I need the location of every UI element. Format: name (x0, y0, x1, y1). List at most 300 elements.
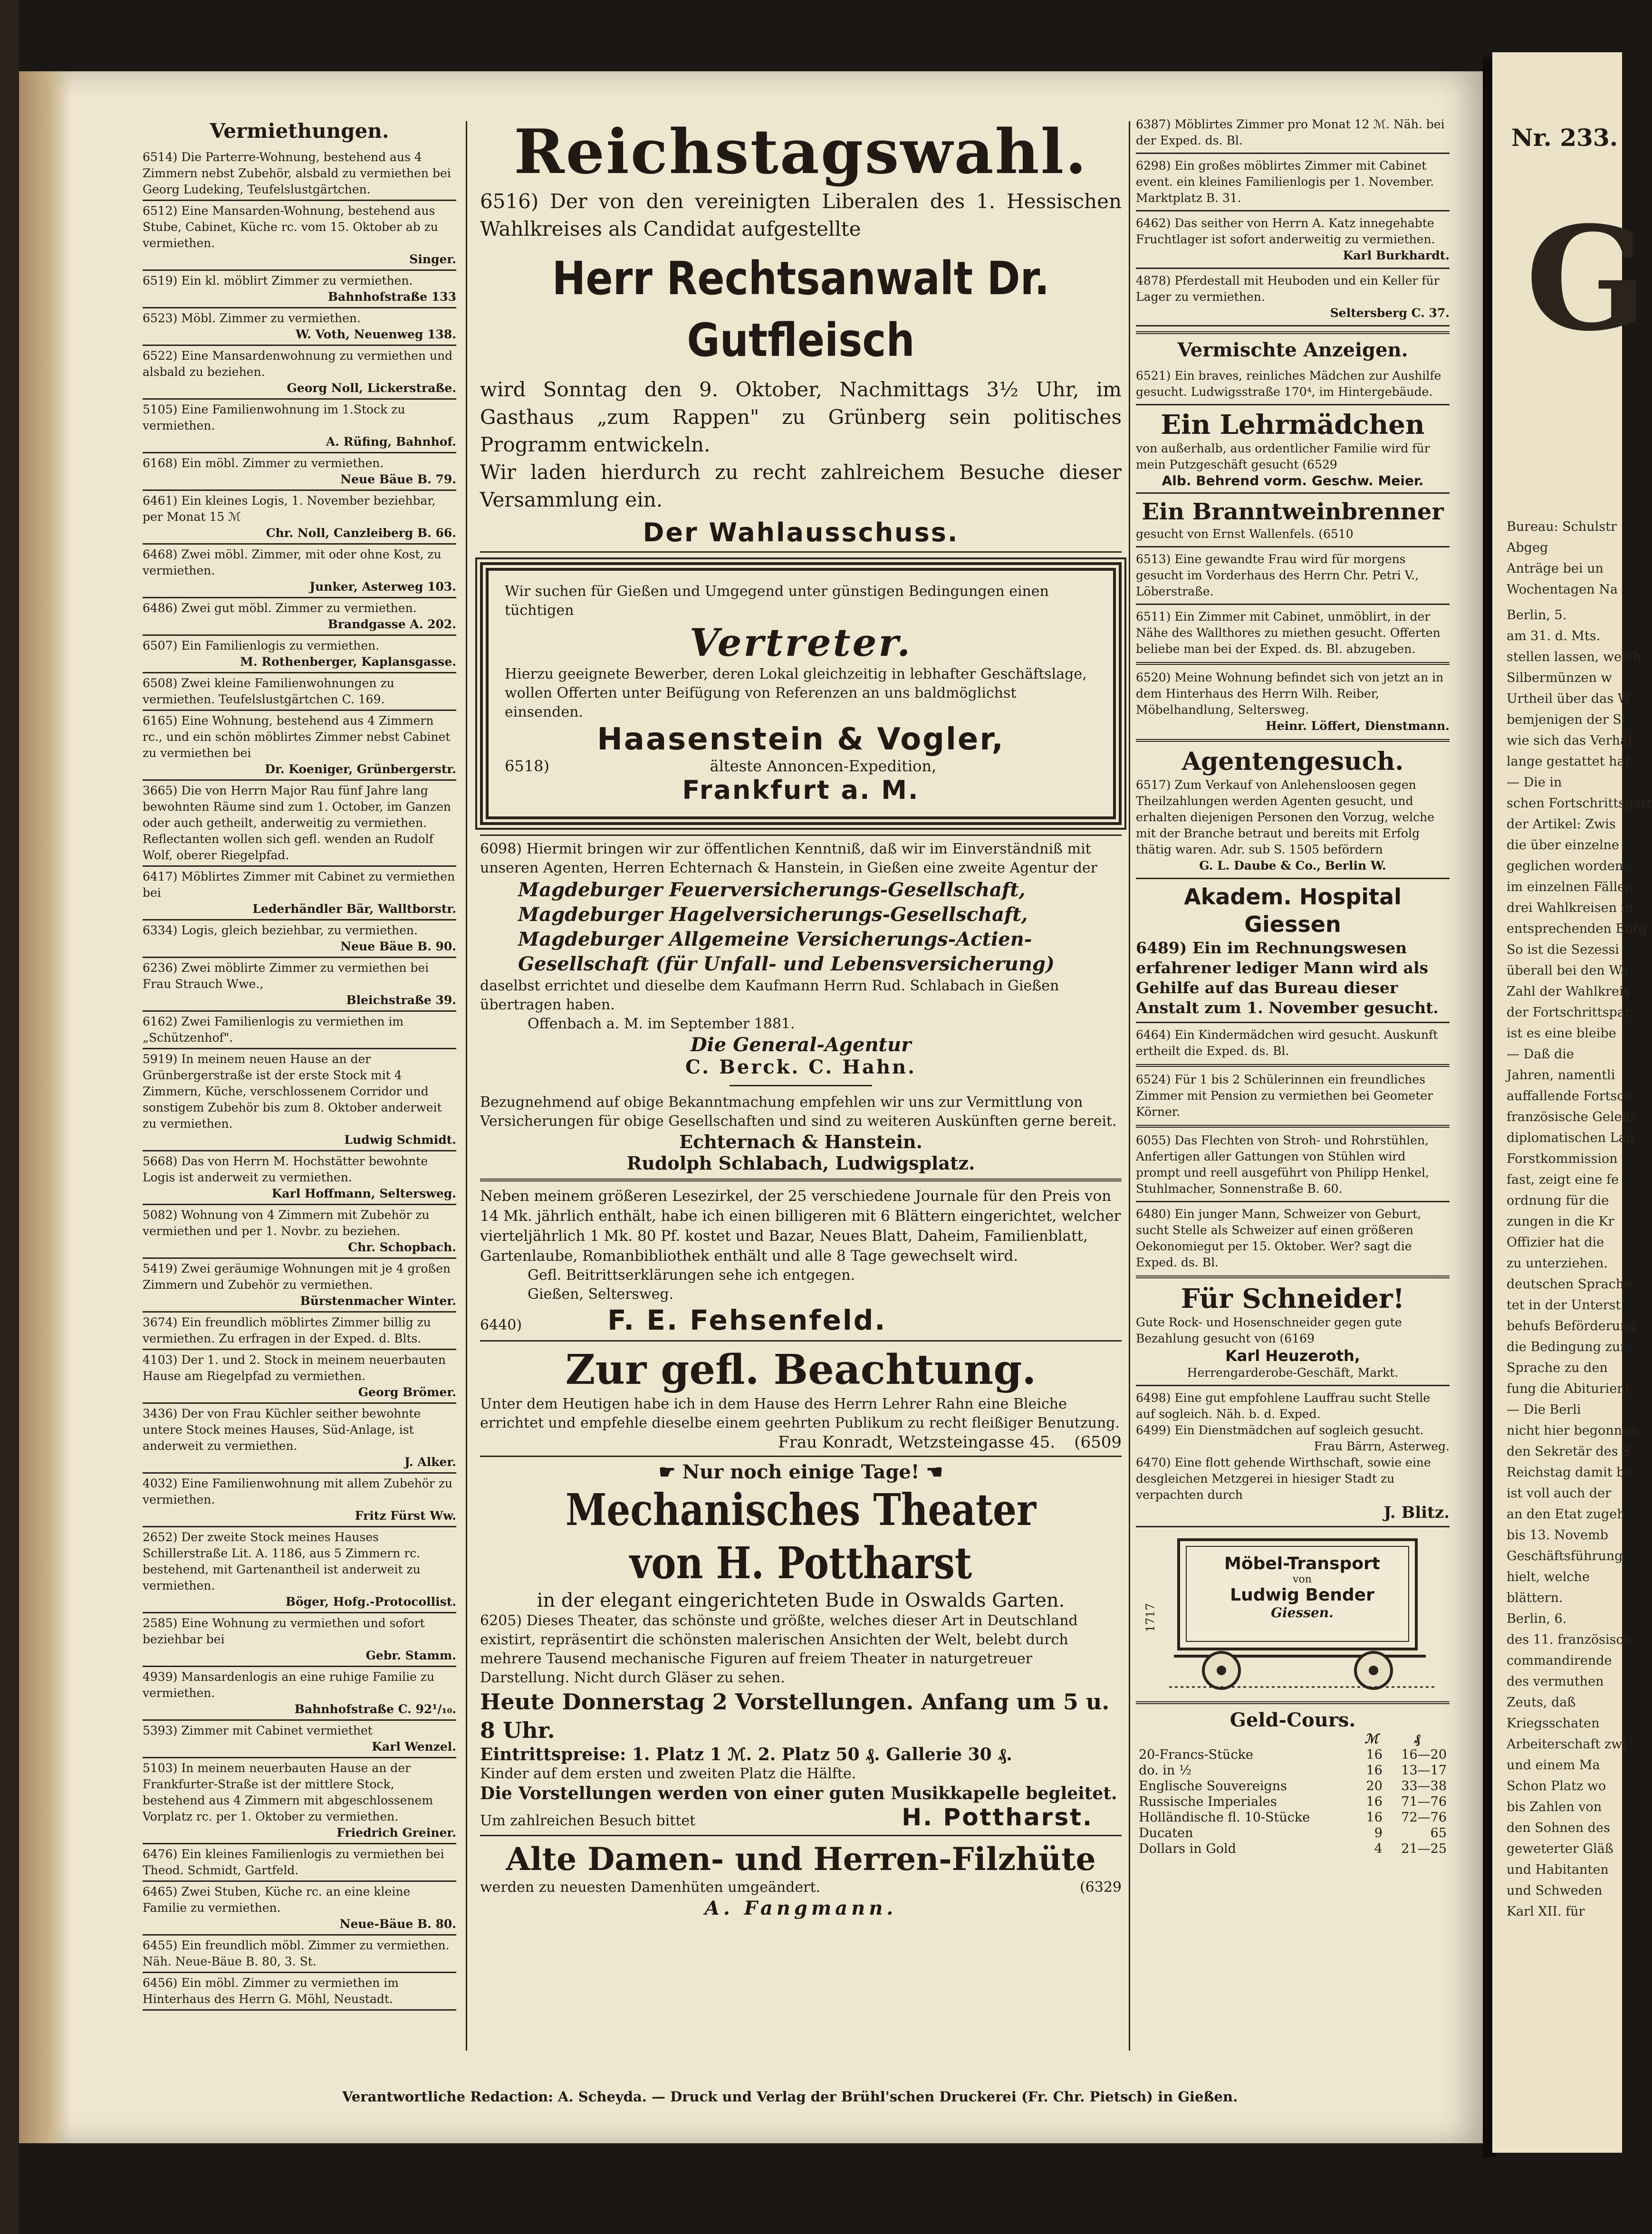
classified-ad (143, 1406, 456, 1470)
next-page-text-fragment: geglichen worden. (1507, 859, 1627, 873)
divider (143, 1472, 456, 1474)
divider (143, 543, 456, 545)
next-page-text-fragment: zungen in die Kr (1507, 1214, 1614, 1229)
divider (143, 1880, 456, 1882)
currency-row (1136, 1794, 1450, 1810)
next-page-text-fragment: Berlin, 6. (1507, 1611, 1567, 1626)
next-page-text-fragment: Bureau: Schulstr (1507, 519, 1617, 534)
currency-row (1136, 1841, 1450, 1857)
divider (1136, 546, 1450, 547)
filzhute-text: werden zu neuesten Damenhüten umgeändert. (480, 1879, 821, 1896)
next-page-text-fragment: den Sekretär des S (1507, 1444, 1631, 1459)
next-page-text-fragment: Zeuts, daß (1507, 1695, 1576, 1710)
classified-ad (143, 1723, 456, 1755)
ad-wirthschaft-signature: J. Blitz. (1383, 1503, 1450, 1522)
next-page-text-fragment: ordnung für die (1507, 1193, 1609, 1208)
currency-row (1136, 1763, 1450, 1778)
beachtung-text: Unter dem Heutigen habe ich in dem Hause des Herrn Lehrer Rahn eine Bleiche errichtet und empfehle dieselbe einem geehrten Publikum zu recht fleißiger Benutzung. (480, 1396, 1120, 1431)
next-page-text-fragment: So ist die Sezessi (1507, 942, 1619, 957)
divider (143, 1526, 456, 1527)
next-page-text-fragment: — Daß die (1507, 1047, 1574, 1062)
schneider-subtitle: Herrengarderobe-Geschäft, Markt. (1187, 1366, 1399, 1380)
ad-text: 4032) Eine Familienwohnung mit allem Zubehör zu vermiethen. (143, 1477, 452, 1506)
next-page-text-fragment: Anträge bei un (1507, 561, 1604, 576)
divider (143, 307, 456, 308)
ad-stuehle: 6055) Das Flechten von Stroh- und Rohrstühlen, Anfertigen aller Gattungen von Stühlen wird prompt und reell ausgeführt von Philipp Henkel, Stuhlmacher, Sonnenstraße B. 60. (1136, 1133, 1430, 1196)
ad-wohnung-signature: Heinr. Löffert, Dienstmann. (1266, 719, 1450, 733)
ad-signature: W. Voth, Neuenweg 138. (295, 327, 456, 341)
double-divider (1136, 662, 1450, 665)
theater-request: Um zahlreichen Besuch bittet (480, 1812, 696, 1829)
divider (143, 1349, 456, 1350)
classified-ad (1136, 273, 1450, 321)
ad-signature: Georg Brömer. (358, 1385, 456, 1399)
lehrmaedchen-signature: Alb. Behrend vorm. Geschw. Meier. (1162, 473, 1424, 489)
vertreter-intro: Wir suchen für Gießen und Umgegend unter günstigen Bedingungen einen tüchtigen (505, 583, 1049, 619)
hospital-title: Akadem. Hospital Giessen (1184, 884, 1402, 937)
next-page-text-fragment: auffallende Fortsch (1507, 1089, 1633, 1103)
ad-schweizer: 6480) Ein junger Mann, Schweizer von Geburt, sucht Stelle als Schweizer auf einen größeren Oekonomiegut per 15. Oktober. Wer? sagt die Exped. ds. Bl. (1136, 1207, 1421, 1269)
ad-zimmer: 6511) Ein Zimmer mit Cabinet, unmöblirt, in der Nähe des Wallthores zu miethen gesucht. Offerten beliebe man bei der Exped. ds. Bl. abzugeben. (1136, 610, 1441, 656)
ad-text: 6298) Ein großes möblirtes Zimmer mit Cabinet event. ein kleines Familienlogis per 1. November. Marktplatz B. 31. (1136, 159, 1434, 205)
currency-mark: 9 (1374, 1826, 1383, 1841)
ad-signature: Friedrich Greiner. (336, 1826, 456, 1840)
classified-ad (143, 922, 456, 955)
ad-text: 6486) Zwei gut möbl. Zimmer zu vermiethen. (143, 601, 417, 615)
next-page-text-fragment: die über einzelne (1507, 838, 1619, 853)
currency-mark: 4 (1374, 1841, 1383, 1856)
currency-row (1136, 1810, 1450, 1825)
theater-music: Die Vorstellungen werden von einer guten Musikkapelle begleitet. (480, 1783, 1117, 1803)
currency-pf: 71—76 (1401, 1794, 1447, 1809)
next-page-text-fragment: Schon Platz wo (1507, 1779, 1606, 1793)
ad-signature: Ludwig Schmidt. (344, 1133, 456, 1147)
next-page-text-fragment: hielt, welche (1507, 1570, 1590, 1584)
classified-ad (143, 1207, 456, 1256)
insurance-company-1: Magdeburger Feuerversicherungs-Gesellschaft, (518, 879, 1026, 901)
divider (480, 1456, 1122, 1457)
divider (1136, 268, 1450, 269)
theater-title: Mechanisches Theater von H. Pottharst (565, 1484, 1037, 1589)
divider (1136, 325, 1450, 326)
next-page-text-fragment: Sprache zu den (1507, 1361, 1608, 1375)
beachtung-title: Zur gefl. Beachtung. (565, 1346, 1037, 1394)
ad-text: 6387) Möblirtes Zimmer pro Monat 12 ℳ. Näh. bei der Exped. ds. Bl. (1136, 117, 1445, 147)
currency-header-pf: ₰ (1414, 1732, 1421, 1746)
currency-pf: 33—38 (1401, 1779, 1447, 1793)
next-page-text-fragment: diplomatischen Lau (1507, 1131, 1635, 1145)
ad-number: 6518) (505, 757, 549, 775)
ad-signature: Lederhändler Bär, Walltborstr. (252, 902, 456, 916)
ad-signature: Karl Hoffmann, Seltersweg. (271, 1187, 456, 1200)
next-page-text-fragment: schen Fortschrittspart (1507, 796, 1652, 811)
currency-mark: 16 (1366, 1747, 1383, 1762)
currency-name: Holländische fl. 10-Stücke (1139, 1810, 1310, 1825)
ad-signature: Bahnhofstraße C. 92¹/₁₀. (294, 1702, 456, 1716)
ad-text: 4878) Pferdestall mit Heuboden und ein Keller für Lager zu vermiethen. (1136, 274, 1440, 304)
classified-ad (143, 1314, 456, 1347)
theater-children: Kinder auf dem ersten und zweiten Platz die Hälfte. (480, 1765, 856, 1782)
divider (143, 957, 456, 958)
ad-lauffrau: 6498) Eine gut empfohlene Lauffrau sucht Stelle auf sogleich. Näh. b. d. Exped. (1136, 1391, 1431, 1421)
classified-ad (143, 713, 456, 777)
insurance-reference: Bezugnehmend auf obige Bekanntmachung empfehlen wir uns zur Vermittlung von Versicherungen für obige Gesellschaften und sind zu weiteren Auskünften gerne bereit. (480, 1094, 1117, 1130)
divider (143, 1612, 456, 1613)
divider (143, 1719, 456, 1721)
theater-signature: H. Pottharst. (902, 1803, 1093, 1831)
next-page-text-fragment: Abgeg (1507, 540, 1548, 555)
firm-subtitle: älteste Annoncen-Expedition, (710, 757, 937, 775)
hospital-text: 6489) Ein im Rechnungswesen erfahrener lediger Mann wird als Gehilfe auf das Bureau dieser Anstalt zum 1. November gesucht. (1136, 939, 1439, 1017)
classified-ad (143, 1014, 456, 1046)
currency-row (1136, 1778, 1450, 1794)
classified-ad (143, 1615, 456, 1664)
next-page-text-fragment: des 11. französisch (1507, 1632, 1632, 1647)
currency-pf: 13—17 (1401, 1763, 1447, 1778)
ad-number: (6329 (1079, 1879, 1122, 1896)
divider (1136, 1201, 1450, 1202)
currency-row (1136, 1747, 1450, 1763)
ad-signature: J. Alker. (404, 1455, 456, 1469)
theater-prices: Eintrittspreise: 1. Platz 1 ℳ. 2. Platz 50 ₰. Gallerie 30 ₰. (480, 1745, 1012, 1764)
next-page-text-fragment: behufs Beförderung (1507, 1319, 1637, 1333)
divider (1136, 1385, 1450, 1386)
double-divider (1136, 739, 1450, 742)
lesezirkel-request: Gefl. Beitrittserklärungen sehe ich entgegen. (528, 1267, 855, 1284)
filzhute-signature: A. Fangmann. (704, 1897, 897, 1919)
divider (480, 1340, 1122, 1342)
classified-ad (1136, 116, 1450, 149)
ad-text: 6512) Eine Mansarden-Wohnung, bestehend aus Stube, Cabinet, Küche rc. vom 15. Oktober ab zu vermiethen. (143, 204, 438, 250)
next-page-text-fragment: fung die Abiturient (1507, 1381, 1631, 1396)
ad-text: 4939) Mansardenlogis an eine ruhige Familie zu vermiethen. (143, 1670, 435, 1700)
next-page-text-fragment: entsprechenden Entg (1507, 921, 1647, 936)
next-page-text-fragment: Offizier hat die (1507, 1235, 1604, 1250)
divider (143, 200, 456, 201)
divider (143, 919, 456, 920)
ad-list (1136, 116, 1450, 326)
column-main (480, 116, 1122, 1919)
ad-text: 3436) Der von Frau Küchler seither bewohnte untere Stock meines Hauses, Süd-Anlage, ist anderweit zu vermiethen. (143, 1407, 421, 1453)
ad-frau: 6513) Eine gewandte Frau wird für morgens gesucht im Vorderhaus des Herrn Chr. Petri V., Löberstraße. (1136, 552, 1419, 598)
insurance-company-3: Magdeburger Allgemeine Versicherungs-Actien-Gesellschaft (für Unfall- und Lebensversicherung) (518, 928, 1055, 975)
next-page-text-fragment: commandirende (1507, 1653, 1612, 1668)
imprint-footer: Verantwortliche Redaction: A. Scheyda. — Druck und Verlag der Brühl'schen Druckerei (Fr. Chr. Pietsch) in Gießen. (342, 2089, 1238, 2105)
next-page-text-fragment: Arbeiterschaft zwi (1507, 1737, 1626, 1752)
short-divider (730, 1085, 872, 1086)
next-page-text-fragment: am 31. d. Mts. (1507, 629, 1601, 643)
divider (143, 1757, 456, 1758)
ad-text: 6462) Das seither von Herrn A. Katz innegehabte Fruchtlager ist sofort anderweitig zu vermiethen. (1136, 216, 1435, 246)
currency-pf: 65 (1430, 1826, 1447, 1841)
currency-name: Englische Souvereigns (1139, 1779, 1287, 1793)
next-page-text-fragment: die Bedingung zur (1507, 1340, 1627, 1354)
election-body: wird Sonntag den 9. Oktober, Nachmittags 3½ Uhr, im Gasthaus „zum Rappen" zu Grünberg sein politisches Programm entwickeln. (480, 378, 1122, 456)
ad-text: 5419) Zwei geräumige Wohnungen mit je 4 großen Zimmern und Zubehör zu vermiethen. (143, 1262, 451, 1292)
classified-ad (143, 203, 456, 268)
ad-signature: Karl Burkhardt. (1343, 249, 1450, 262)
van-text-1: Möbel-Transport (1224, 1554, 1380, 1573)
classified-ad (143, 1937, 456, 1970)
next-page-text-fragment: und einem Ma (1507, 1758, 1600, 1773)
classified-ad (143, 547, 456, 595)
column-vermiethungen (143, 116, 456, 2013)
insurance-text: daselbst errichtet und dieselbe dem Kaufmann Herrn Rud. Schlabach in Gießen übertragen haben. (480, 978, 1059, 1013)
lehrmaedchen-title: Ein Lehrmädchen (1161, 409, 1425, 441)
divider (480, 834, 1122, 836)
agentengesuch-text: 6517) Zum Verkauf von Anlehensloosen gegen Theilzahlungen werden Agenten gesucht, und erhalten diejenigen Personen den Vorzug, welche mit der Branche betraut und bereits mit Erfolg thätig waren. Adr. sub S. 1505 befördern (1136, 778, 1435, 856)
ad-text: 6465) Zwei Stuben, Küche rc. an eine kleine Familie zu vermiethen. (143, 1885, 411, 1915)
currency-mark: 16 (1366, 1810, 1383, 1825)
classified-ad (143, 149, 456, 198)
firm-city: Frankfurt a. M. (682, 775, 920, 805)
currency-name: 20-Francs-Stücke (1139, 1747, 1253, 1762)
next-page-text-fragment: drei Wahlkreisen in (1507, 901, 1633, 915)
lehrmaedchen-text: von außerhalb, aus ordentlicher Familie wird für mein Putzgeschäft gesucht (6529 (1136, 441, 1430, 471)
theater-text: 6205) Dieses Theater, das schönste und größte, welches dieser Art in Deutschland existirt, repräsentirt die schönsten malerischen Ansichten der Welt, belebt durch mehrere Tausend mechanische Figuren auf freiem Theater in naturgetreuer Darstellung. Nicht durch Gläser zu sehen. (480, 1612, 1078, 1686)
van-text-4: Giessen. (1271, 1605, 1334, 1620)
next-page-text-fragment: fast, zeigt eine fe (1507, 1172, 1619, 1187)
currency-name: Dollars in Gold (1139, 1841, 1236, 1856)
lesezirkel-text: Neben meinem größeren Lesezirkel, der 25 verschiedene Journale für den Preis von 14 Mk. jährlich enthält, habe ich einen billigeren mit 6 Blättern eingerichtet, welcher vierteljährlich 1 Mk. 80 Pf. kostet und Bazar, Neues Blatt, Daheim, Familienblatt, Gartenlaube, Romanbibliothek enthält und alle 8 Tage gewechselt wird. (480, 1188, 1121, 1265)
divider (143, 345, 456, 346)
insurance-intro: 6098) Hiermit bringen wir zur öffentlichen Kenntniß, daß wir im Einverständniß mit unseren Agenten, Herren Echternach & Hanstein, in Gießen eine zweite Agentur der (480, 841, 1097, 876)
ad-schuelerinnen: 6524) Für 1 bis 2 Schülerinnen ein freundliches Zimmer mit Pension zu vermiethen bei Geometer Körner. (1136, 1073, 1433, 1119)
lesezirkel-city: Gießen, Seltersweg. (528, 1286, 674, 1303)
next-page-text-fragment: überall bei den Wa (1507, 963, 1629, 978)
ad-signature: Fritz Fürst Ww. (355, 1509, 456, 1523)
divider (143, 597, 456, 598)
van-text-3: Ludwig Bender (1230, 1585, 1374, 1605)
currency-pf: 72—76 (1401, 1810, 1447, 1825)
divider (480, 1835, 1122, 1836)
ad-text: 6417) Möblirtes Zimmer mit Cabinet zu vermiethen bei (143, 870, 455, 900)
ad-signature: Gebr. Stamm. (365, 1649, 456, 1662)
ad-text: 6236) Zwei möblirte Zimmer zu vermiethen bei Frau Strauch Wwe., (143, 961, 429, 991)
divider (1136, 1526, 1450, 1527)
next-page-text-fragment: des vermuthen (1507, 1674, 1604, 1689)
divider (143, 2009, 456, 2011)
vertreter-text: Hierzu geeignete Bewerber, deren Lokal gleichzeitig in lebhafter Geschäftslage, wollen Offerten unter Beifügung von Referenzen an uns baldmöglichst einsenden. (505, 666, 1087, 720)
divider (143, 710, 456, 711)
ad-text: 5919) In meinem neuen Hause an der Grünbergerstraße ist der erste Stock mit 4 Zimmern, Küche, verschlossenem Corridor und sonstigem Zubehör bis zum 8. Oktober anderweit zu vermiethen. (143, 1052, 442, 1131)
ad-signature: Brandgasse A. 202. (327, 617, 456, 631)
classified-ad (143, 1352, 456, 1400)
divider (1136, 1022, 1450, 1023)
next-page-text-fragment: Berlin, 5. (1507, 608, 1567, 623)
agentengesuch-signature: G. L. Daube & Co., Berlin W. (1199, 859, 1386, 873)
ad-text: 2652) Der zweite Stock meines Hauses Schillerstraße Lit. A. 1186, aus 5 Zimmern rc. bestehend, mit Gartenantheil ist anderweit zu vermiethen. (143, 1530, 421, 1592)
divider (143, 634, 456, 636)
ad-dienstmaedchen: 6499) Ein Dienstmädchen auf sogleich gesucht. (1136, 1423, 1424, 1437)
ad-signature: Seltersberg C. 37. (1330, 306, 1450, 320)
classified-ad (143, 1846, 456, 1879)
classified-ad (143, 1669, 456, 1717)
next-page-text-fragment: ist es eine bleibe (1507, 1026, 1616, 1041)
next-page-text-fragment: wie sich das Verhäl (1507, 733, 1632, 748)
classified-ad (143, 1051, 456, 1148)
ad-text: 6456) Ein möbl. Zimmer zu vermiethen im Hinterhaus des Herrn G. Möhl, Neustadt. (143, 1976, 399, 2006)
moebel-transport-ad (1136, 1535, 1450, 1692)
section-heading-vermischte: Vermischte Anzeigen. (1177, 339, 1408, 361)
ad-text: 5393) Zimmer mit Cabinet vermiethet (143, 1724, 373, 1737)
ad-text: 6519) Ein kl. möblirt Zimmer zu vermiethen. (143, 274, 413, 288)
classified-ad (143, 1153, 456, 1202)
theater-schedule: Heute Donnerstag 2 Vorstellungen. Anfang um 5 u. 8 Uhr. (480, 1689, 1110, 1743)
binding-left (0, 0, 19, 2234)
classified-ad (143, 1884, 456, 1932)
ad-text: 5105) Eine Familienwohnung im 1.Stock zu vermiethen. (143, 403, 405, 432)
divider (143, 489, 456, 491)
branntwein-title: Ein Branntweinbrenner (1142, 499, 1444, 525)
classified-ad (143, 600, 456, 633)
divider (143, 1934, 456, 1936)
currency-mark: 20 (1366, 1779, 1383, 1793)
classified-ad (143, 310, 456, 343)
divider (143, 779, 456, 781)
divider (480, 551, 1122, 553)
ad-text: 2585) Eine Wohnung zu vermiethen und sofort beziehbar bei (143, 1616, 425, 1646)
ad-signature: Singer. (409, 252, 456, 266)
ad-signature: Böger, Hofg.-Protocollist. (285, 1595, 456, 1609)
divider (143, 398, 456, 400)
divider (143, 452, 456, 453)
divider (1136, 604, 1450, 605)
next-page-text-fragment: — Die in (1507, 775, 1562, 790)
classified-ad (143, 960, 456, 1008)
next-page-text-fragment: Urtheil über das W (1507, 691, 1631, 706)
column-rule-1 (466, 121, 467, 2051)
ad-text: 6523) Möbl. Zimmer zu vermiethen. (143, 311, 361, 325)
classified-ad (143, 402, 456, 450)
ad-signature: Dr. Koeniger, Grünbergerstr. (265, 762, 456, 776)
theater-banner: ☛ Nur noch einige Tage! ☚ (658, 1461, 943, 1483)
election-signature: Der Wahlausschuss. (643, 518, 959, 547)
geld-cours-title: Geld-Cours. (1229, 1709, 1356, 1731)
double-divider (1136, 1701, 1450, 1704)
next-page-text-fragment: im einzelnen Fällen (1507, 880, 1633, 894)
firm-name: Haasenstein & Vogler, (597, 722, 1005, 757)
masthead-initial: G (1526, 195, 1648, 363)
next-page-text-fragment: Zahl der Wahlkreis (1507, 984, 1630, 999)
next-page-text-fragment: zu unterziehen. (1507, 1256, 1608, 1271)
ad-text: 6334) Logis, gleich beziehbar, zu vermiethen. (143, 923, 418, 937)
vertreter-ad-frame (480, 562, 1122, 825)
ad-signature: Chr. Schopbach. (348, 1240, 456, 1254)
next-page-text-fragment: Karl XII. für (1507, 1904, 1585, 1919)
next-page-text-fragment: Jahren, namentli (1507, 1068, 1615, 1083)
insurance-sign-1: Echternach & Hanstein. (679, 1131, 922, 1152)
currency-pf: 21—25 (1401, 1841, 1447, 1856)
double-divider (1136, 1275, 1450, 1278)
next-page-text-fragment: lange gestattet hat. (1507, 754, 1634, 769)
classified-ad (143, 348, 456, 396)
ad-text: 6514) Die Parterre-Wohnung, bestehend aus 4 Zimmern nebst Zubehör, alsbald zu vermiethen bei Georg Ludeking, Teufelslustgärtchen. (143, 150, 451, 196)
schneider-title: Für Schneider! (1181, 1283, 1405, 1314)
van-text-2: von (1293, 1573, 1312, 1585)
classified-ad (143, 783, 456, 863)
divider (1136, 878, 1450, 879)
next-page-text-fragment: stellen lassen, welch (1507, 650, 1642, 664)
ad-kindermaedchen: 6464) Ein Kindermädchen wird gesucht. Auskunft ertheilt die Exped. ds. Bl. (1136, 1028, 1438, 1058)
next-page-text-fragment: tet in der Unterst (1507, 1298, 1621, 1313)
divider (1136, 492, 1450, 494)
ad-text: 6165) Eine Wohnung, bestehend aus 4 Zimmern rc., und ein schön möblirtes Zimmer nebst Cabinet zu vermiethen bei (143, 714, 451, 760)
ad-signature: Georg Noll, Lickerstraße. (287, 381, 456, 395)
currency-table (1136, 1731, 1450, 1857)
ad-dienstmaedchen-signature: Frau Bärrn, Asterweg. (1314, 1439, 1450, 1453)
currency-pf: 16—20 (1401, 1747, 1447, 1762)
section-heading-vermiethungen: Vermiethungen. (210, 119, 389, 143)
currency-mark: 16 (1366, 1763, 1383, 1778)
next-page-text-fragment: bemjenigen der Si (1507, 712, 1626, 727)
next-page-text-fragment: Kriegsschaten (1507, 1716, 1600, 1731)
ad-number: 1717 (1143, 1603, 1157, 1632)
ad-signature: Chr. Noll, Canzleiberg B. 66. (266, 526, 456, 540)
next-page-text-fragment: französische Gelehr (1507, 1110, 1636, 1124)
ad-number: 6440) (480, 1317, 522, 1333)
ad-signature: Neue Bäue B. 90. (340, 940, 456, 953)
ad-text: 6168) Ein möbl. Zimmer zu vermiethen. (143, 456, 384, 470)
ad-maedchen: 6521) Ein braves, reinliches Mädchen zur Aushilfe gesucht. Ludwigsstraße 170⁴, im Hintergebäude. (1136, 369, 1441, 399)
next-page-text-fragment: deutschen Sprache (1507, 1277, 1632, 1292)
ad-number: (6509 (1074, 1433, 1122, 1452)
next-page-edge (1492, 52, 1652, 2153)
divider (143, 1048, 456, 1049)
double-divider (1136, 1125, 1450, 1128)
schneider-text: Gute Rock- und Hosenschneider gegen gute Bezahlung gesucht von (6169 (1136, 1315, 1402, 1345)
next-page-text-fragment: blättern. (1507, 1591, 1563, 1605)
classified-ad (143, 638, 456, 670)
divider (143, 1972, 456, 1973)
ad-text: 6522) Eine Mansardenwohnung zu vermiethen und alsbald zu beziehen. (143, 349, 453, 379)
insurance-date: Offenbach a. M. im September 1881. (528, 1016, 795, 1032)
candidate-name: Herr Rechtsanwalt Dr. Gutfleisch (552, 252, 1050, 367)
ad-signature: Neue Bäue B. 79. (340, 472, 456, 486)
ad-text: 6476) Ein kleines Familienlogis zu vermiethen bei Theod. Schmidt, Gartfeld. (143, 1847, 444, 1877)
classified-ad (143, 455, 456, 488)
lesezirkel-signature: F. E. Fehsenfeld. (607, 1304, 887, 1336)
election-invite: Wir laden hierdurch zu recht zahlreichem Besuche dieser Versammlung ein. (480, 460, 1122, 511)
ad-list (143, 149, 456, 2011)
agentengesuch-title: Agentengesuch. (1181, 747, 1404, 776)
divider (143, 1666, 456, 1667)
branntwein-text: gesucht von Ernst Wallenfels. (6510 (1136, 527, 1354, 541)
divider (1136, 153, 1450, 154)
ad-text: 3674) Ein freundlich möblirtes Zimmer billig zu vermiethen. Zu erfragen in der Exped. d. Blts. (143, 1315, 431, 1345)
ad-signature: M. Rothenberger, Kaplansgasse. (240, 655, 456, 669)
ad-signature: Bleichstraße 39. (346, 993, 456, 1007)
classified-ad (143, 1975, 456, 2007)
ad-wohnung: 6520) Meine Wohnung befindet sich von jetzt an in dem Hinterhaus des Herrn Wilh. Reiber, Möbelhandlung, Seltersweg. (1136, 671, 1444, 717)
ad-signature: Bahnhofstraße 133 (327, 290, 456, 304)
divider (1136, 210, 1450, 211)
classified-ad (143, 1261, 456, 1309)
next-page-text-fragment: Forstkommission (1507, 1151, 1618, 1166)
ad-text: 6468) Zwei möbl. Zimmer, mit oder ohne Kost, zu vermiethen. (143, 547, 442, 577)
divider (143, 1204, 456, 1205)
vertreter-title: Vertreter. (689, 620, 912, 665)
column-anzeigen (1136, 116, 1450, 1857)
ad-signature: Neue-Bäue B. 80. (339, 1917, 456, 1931)
column-rule-2 (1129, 121, 1130, 2051)
ad-text: 6162) Zwei Familienlogis zu vermiethen im „Schützenhof". (143, 1015, 404, 1045)
ad-signature: Bürstenmacher Winter. (300, 1294, 456, 1308)
currency-name: Russische Imperiales (1139, 1794, 1277, 1809)
currency-row (1136, 1825, 1450, 1841)
next-page-text-fragment: den Sohnen des (1507, 1821, 1610, 1835)
classified-ad (143, 1760, 456, 1841)
